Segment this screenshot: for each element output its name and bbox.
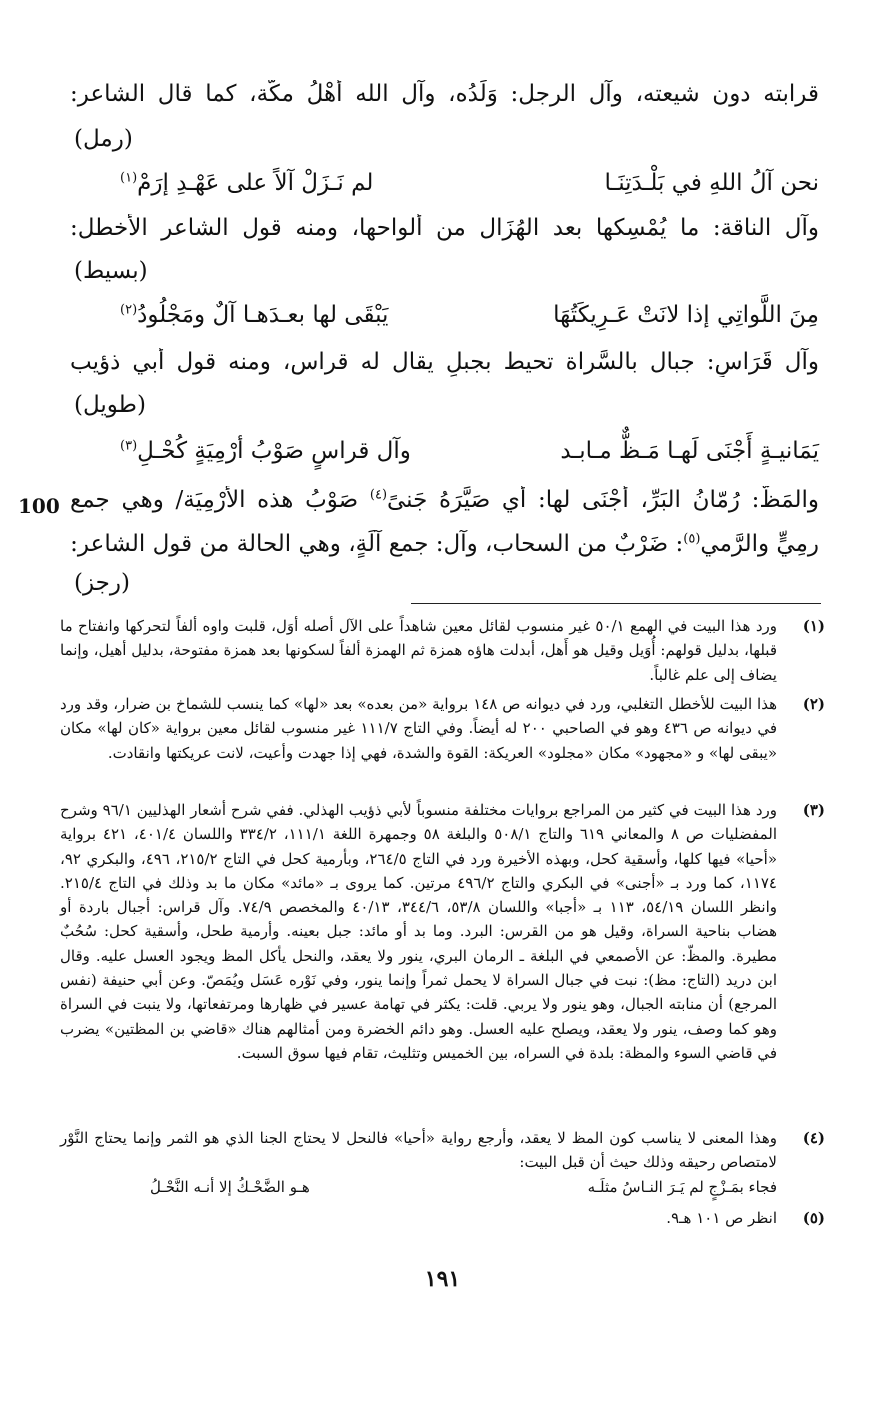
body-line-3: وآل قَرَاسٍ: جبال بالسَّراة تحيط بجبلٍ يقال له قراس، ومنه قول أبي ذؤيب: [70, 349, 819, 375]
footnote-2: [60, 692, 825, 765]
footnote-1-number: (١): [802, 617, 825, 635]
body-line-5-part-2: : ضَرْبٌ من السحاب، وآل: جمع آلَةٍ، وهي الحالة من قول الشاعر:: [70, 531, 684, 557]
page-number: ١٩١: [424, 1266, 461, 1292]
body-line-2: وآل الناقة: ما يُمْسِكها بعد الهُزَال من أَلواحها، ومنه قول الشاعر الأخطل:: [70, 215, 819, 241]
footnote-4-text: وهذا المعنى لا يناسب كون المظ لا يعقد، وأرجع رواية «أحيا» فالنحل لا يحتاج الجنا الذي هو الثمر وإنما يحتاج النَّوْر لامتصاص رحيقه وذلك حيث أن قبل البيت:: [60, 1129, 777, 1172]
body-line-4-part-2: صَوْبُ هذه الأَرْمِيَة/ وهي جمع: [70, 487, 359, 513]
footnote-ref-5: (٥): [683, 531, 701, 547]
meter-label-ramal: (رمل): [74, 126, 133, 152]
footnote-ref-1: (١): [120, 170, 138, 186]
margin-page-number: 100: [18, 494, 60, 518]
footnote-4-verse-first: فجاء بمَـزْجٍ لم يَـرَ النـاسُ مثلَـه: [587, 1177, 777, 1196]
footnote-ref-2: (٢): [120, 302, 138, 318]
body-line-5-part-1: رمِيٍّ والرَّمي: [700, 531, 819, 557]
footnote-3-text: ورد هذا البيت في كثير من المراجع بروايات مختلفة منسوباً لأبي ذؤيب الهذلي. ففي شرح أشعار الهذليين ٩٦/١ وشرح المفضليات ص ٨ والمعاني ٦١٩ والتاج ٥٠٨/١ والبلغة ٥٨ وجمهرة اللغة ١١١/١، ٣٣٤/٢ واللسان ٤٠١/٤، ٤٢١ برواية «أحيا» فيها كلها، وأسقية كحل، وبهذه الأخيرة ورد في التاج ٢٦٤/٥، وبأرمية كحل في التاج ٢١٥/٢، ٤٩٦، والبكري ٩٢، ١١٧٤، كما ورد بـ «أجنى» في البكري والتاج ٤٩٦/٢ مرتين. كما يروى بـ «مائد» مكان ما بد وذلك في التاج ٢١٥/٤. وانظر اللسان ٥٤/١٩، ١١٣ بـ «أجبا» واللسان ٥٣/٨، ٣٤٤/٦، ٤٠/١٣ والمخصص ٧٤/٩. وآل قراس: أجبال باردة أو هضاب بناحية السراة، وقيل هو من القرس: البرد. وما بد أو مائد: جبل بعينه. وأرمية طحل، وأسقية كحل: سُحُبٌ مطيرة. والمظّ: عن الأصمعي في البلغة ـ الرمان البري، ينور ولا يعقد، والنحل يأكل المظ ويجود العسل عليه. وقال ابن دريد (التاج: مظ): نبت في جبال السراة لا يحمل ثمراً وإنما ينور، وفي نَوْره عَسَل ويُمَصّ. وعن أبي حنيفة (نفس المرجع) أن منابته الجبال، وهو ينور ولا يربي. قلت: يكثر في تهامة عسير في ظهارها ومرتفعاتها، ولا ينبت في السراة وهو كما وصف، ينور ولا يعقد، ويصلح عليه العسل. وهو دائم الخضرة ومن أمثالهم هناك «قاضي بن المظتين» يضرب في قاضي السوء والمظة: بلدة في السراه، بين الخميس وتثليث، تقام فيها سوق السبت.: [60, 801, 778, 1062]
verse-3-second-text: وآل قراسٍ صَوْبُ أرْمِيَةٍ كُحْـلِ: [137, 438, 411, 464]
body-line-4-part-1: والمَظّ: رُمّانُ البَرِّ، أَجْنَى لها: أي صَيَّرَهُ جَنىً: [387, 487, 819, 513]
footnote-2-number: (٢): [802, 695, 825, 713]
footnote-2-text: هذا البيت للأخطل التغلبي، ورد في ديوانه ص ١٤٨ برواية «من بعده» بعد «لها» كما ينسب للشماخ بن ضرار، وقد ورد في ديوانه ص ٤٣٦ وهو في الصاحبي ٢٠٠ له أيضاً. وفي التاج ١١١/٧ غير منسوب لقائل معين برواية «كان لها» مكان «يبقى لها» و «مجهود» مكان «مجلود» العريكة: القوة والشدة، فهي إذا جهدت وأعيت، لانت عريكتها وانقادت.: [60, 695, 778, 762]
footnote-1-text: ورد هذا البيت في الهمع ٥٠/١ غير منسوب لقائل معين شاهداً على الآل أصله أوَل، قلبت واوه ألفاً لتحركها وانفتاح ما قبلها، بدليل قولهم: أُوَيل وقيل هو أَهل، أبدلت هاؤه همزة ثم الهمزة ألفاً لسكونها بعد همزة مفتوحة، بدليل أهيل، وإنما يضاف إلى علم غالباً.: [60, 617, 777, 684]
body-line-5: [70, 530, 819, 559]
footnote-3-number: (٣): [802, 801, 825, 819]
body-line-4: [70, 486, 819, 515]
footnote-4-verse: [60, 1175, 777, 1199]
body-line-1: قرابته دون شيعته، وآل الرجل: وَلَدُه، وآل الله أَهْلُ مكّة، كما قال الشاعر:: [70, 81, 819, 107]
footnote-ref-4: (٤): [369, 487, 388, 503]
meter-label-tawil: (طويل): [74, 392, 146, 418]
meter-label-basit: (بسيط): [74, 258, 148, 284]
footnote-4: [60, 1126, 825, 1199]
footnote-separator: [411, 603, 821, 604]
footnote-1: [60, 614, 825, 687]
footnote-4-number: (٤): [802, 1129, 825, 1147]
footnote-5-number: (٥): [802, 1209, 825, 1227]
verse-3-first-hemistich: يَمَانيـةٍ أَجْنَى لَهـا مَـظٌّ مـابـد: [560, 438, 819, 464]
footnote-3: [60, 798, 825, 1065]
footnote-5: [60, 1206, 825, 1230]
footnote-ref-3: (٣): [120, 438, 138, 454]
verse-1-second-hemistich: [120, 170, 373, 196]
footnote-5-text: انظر ص ١٠١ هـ٩.: [666, 1209, 777, 1227]
verse-1-first-hemistich: نحن آلُ اللهِ في بَلْـدَتِنَـا: [604, 170, 819, 196]
verse-2-second-hemistich: [120, 302, 388, 328]
verse-2-second-text: يَبْقَى لها بعـدَهـا آلٌ ومَجْلُودُ: [137, 302, 389, 328]
verse-3-second-hemistich: [120, 438, 411, 464]
verse-2-first-hemistich: مِنَ اللَّواتِي إذا لانَتْ عَـرِيكَتُهَا: [553, 302, 819, 328]
verse-1-second-text: لم نَـزَلْ آلاً على عَهْـدِ إرَمْ: [137, 170, 374, 196]
meter-label-rajaz: (رجز): [74, 570, 130, 596]
footnote-4-verse-second: هـو الضَّحْـكُ إلا أنـه النَّحْـلُ: [150, 1177, 310, 1196]
